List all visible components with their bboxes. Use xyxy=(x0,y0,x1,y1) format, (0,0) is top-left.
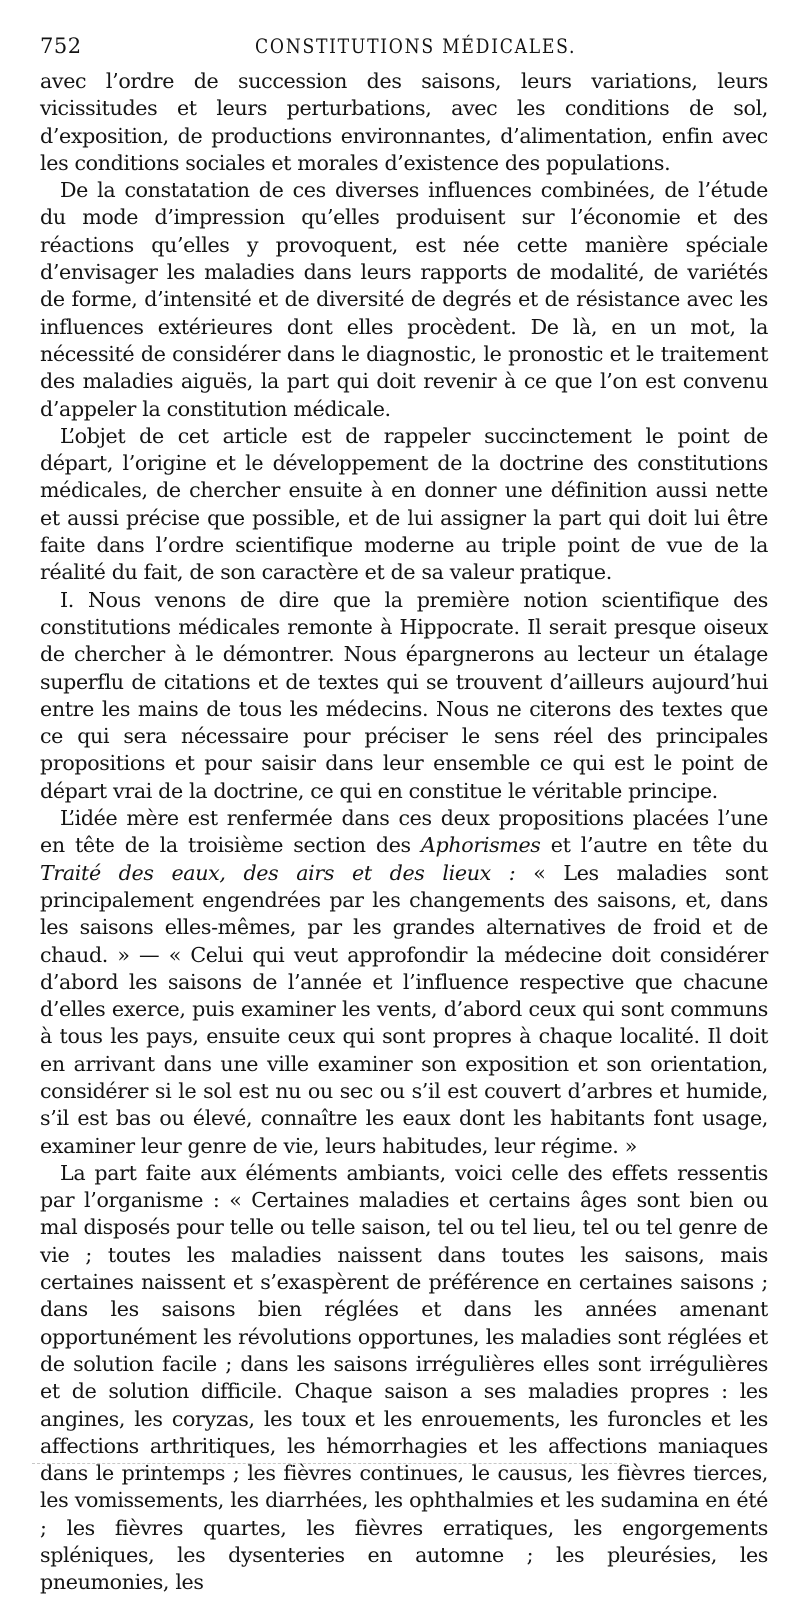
paragraph-idee-mere-intro: L’idée mère est renfermée dans ces deux propositions placées l’une en tête de la troisième section des xyxy=(40,806,768,858)
running-title: CONSTITUTIONS MÉDICALES. xyxy=(255,34,577,58)
paragraph-idee-mere-quote: « Les maladies sont principalement engendrées par les changements des saisons, et, dans les saisons elles-mêmes, par les grandes alternatives de froid et de chaud. » — « Celui qui veut approfondir la médecine doit considérer d’abord les saisons de l’année et l’influence respective que chacune d’elles exerce, puis examiner les vents, d’abord ceux qui sont communs à tous les pays, ensuite ceux qui sont propres à chaque localité. Il doit en arrivant dans une ville examiner son exposition et son orientation, considérer si le sol est nu ou sec ou s’il est couvert d’arbres et humide, s’il est bas ou élevé, connaître les eaux dont les habitants font usage, examiner leur genre de vie, leurs habitudes, leur régime. » xyxy=(40,860,768,1158)
traite-title: Traité des eaux, des airs et des lieux : xyxy=(40,860,516,885)
paragraph-idee-mere xyxy=(40,805,768,1160)
paragraph-idee-mere-mid: et l’autre en tête du xyxy=(540,833,768,858)
page-number: 752 xyxy=(40,34,82,58)
page-header xyxy=(40,30,760,60)
scan-bottom-artifact xyxy=(32,1463,622,1466)
aphorismes-title: Aphorismes xyxy=(421,833,541,858)
paragraph-section-one: I. Nous venons de dire que la première notion scientifique des constitutions médicales remonte à Hippocrate. Il serait presque oiseux de chercher à le démontrer. Nous épargnerons au lecteur un étalage superflu de citations et de textes qui se trouvent d’ailleurs aujourd’hui entre les mains de tous les médecins. Nous ne citerons des textes que ce qui sera nécessaire pour préciser le sens réel des principales propositions et pour saisir dans leur ensemble ce qui est le point de départ vrai de la doctrine, ce qui en constitue le véritable principe. xyxy=(40,587,768,803)
paragraph-constatation: De la constatation de ces diverses influences combinées, de l’étude du mode d’impression qu’elles produisent sur l’économie et des réactions qu’elles y provoquent, est née cette manière spéciale d’envisager les maladies dans leurs rapports de modalité, de variétés de forme, d’intensité et de diversité de degrés et de résistance avec les influences extérieures dont elles procèdent. De là, en un mot, la nécessité de considérer dans le diagnostic, le pronostic et le traitement des maladies aiguës, la part qui doit revenir à ce que l’on est convenu d’appeler la constitution médicale. xyxy=(40,178,768,421)
paragraph-objet: L’objet de cet article est de rappeler succinctement le point de départ, l’origine et le développement de la doctrine des constitutions médicales, de chercher ensuite à en donner une définition aussi nette et aussi précise que possible, et de lui assigner la part qui doit lui être faite dans l’ordre scientifique moderne au triple point de vue de la réalité du fait, de son caractère et de sa valeur pratique. xyxy=(40,423,768,585)
paragraph-elements-ambiants: La part faite aux éléments ambiants, voici celle des effets ressentis par l’organisme : « Certaines maladies et certains âges sont bien ou mal disposés pour telle ou telle saison, tel ou tel lieu, tel ou tel genre de vie ; toutes les maladies naissent dans toutes les saisons, mais certaines naissent et s’exaspèrent de préférence en certaines saisons ; dans les saisons bien réglées et dans les années amenant opportunément les révolutions opportunes, les maladies sont réglées et de solution facile ; dans les saisons irrégulières elles sont irrégulières et de solution difficile. Chaque saison a ses maladies propres : les angines, les coryzas, les toux et les enrouements, les furoncles et les affections arthritiques, les hémorrhagies et les affections maniaques dans le printemps ; les fièvres continues, le causus, les fièvres tierces, les vomissements, les diarrhées, les ophthalmies et les sudamina en été ; les fièvres quartes, les fièvres erratiques, les engorgements spléniques, les dysenteries en automne ; les pleurésies, les pneumonies, les xyxy=(40,1160,768,1595)
paragraph-continuation: avec l’ordre de succession des saisons, leurs variations, leurs vicissitudes et leurs perturbations, avec les conditions de sol, d’exposition, de productions environnantes, d’alimentation, enfin avec les conditions sociales et morales d’existence des populations. xyxy=(40,69,768,175)
page-body xyxy=(40,68,768,1597)
